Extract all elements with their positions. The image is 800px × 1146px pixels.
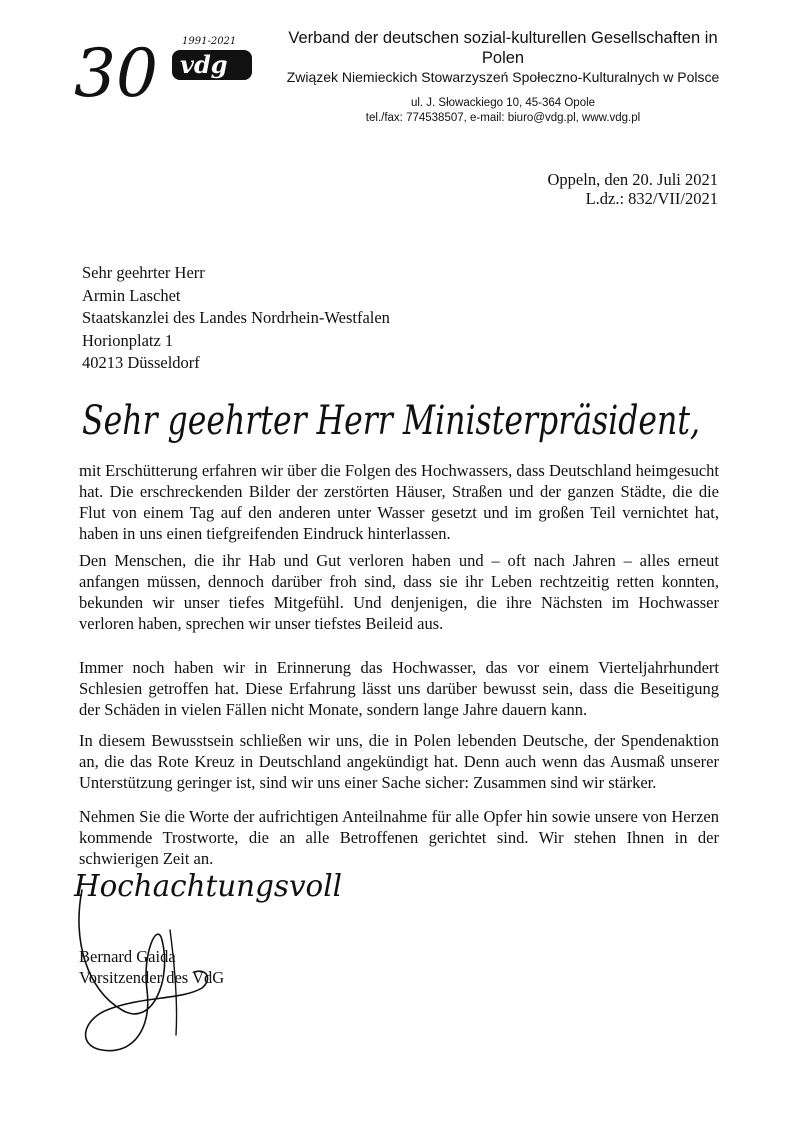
reference-number: L.dz.: 832/VII/2021 [585, 189, 718, 208]
recipient-line: Armin Laschet [82, 285, 181, 305]
vdg-anniversary-logo [72, 28, 262, 112]
body-paragraph: In diesem Bewusstsein schließen wir uns, die in Polen lebenden Deutsche, der Spendenaktion an, die das Rote Kreuz in Deutschland angekündigt hat. Denn auch wenn das Ausmaß unserer Unterstützung geringer ist, sind wir uns einer Sache sicher: Zusammen sind wir stärker. [79, 731, 719, 792]
org-address: ul. J. Słowackiego 10, 45-364 Opole [410, 97, 596, 109]
handwritten-salutation [78, 382, 718, 462]
body-paragraph: Den Menschen, die ihr Hab und Gut verloren haben und – oft nach Jahren – alles erneut anfangen müssen, dennoch darüber froh sind, dass sie ihr Leben rechtzeitig retten konnten, bekunden wir unser tiefes Mitgefühl. Und denjenigen, die ihre Nächsten im Hochwasser verloren haben, sprechen wir unser tiefstes Beileid aus. [79, 551, 719, 633]
salutation-text: Sehr geehrter Herr Ministerpräsident, [82, 398, 700, 444]
body-paragraph: mit Erschütterung erfahren wir über die Folgen des Hochwassers, dass Deutschland heimgesucht hat. Die erschreckenden Bilder der zerstörten Häuser, Straßen und der ganzen Städte, die die Flut von einem Tag auf den anderen unter Wasser gesetzt und im großen Teil vernichtet hat, haben in uns einen tiefgreifenden Eindruck hinterlassen. [79, 461, 719, 543]
letterhead [268, 28, 738, 126]
body-paragraph: Immer noch haben wir in Erinnerung das Hochwasser, das vor einem Vierteljahrhundert Schlesien getroffen hat. Diese Erfahrung lässt uns darüber bewusst sein, dass die Beseitigung der Schäden in vielen Fällen nicht Monate, sondern lange Jahre dauern kann. [79, 658, 719, 719]
recipient-line: Staatskanzlei des Landes Nordrhein-Westfalen [82, 308, 390, 327]
place-date: Oppeln, den 20. Juli 2021 [547, 170, 718, 189]
org-name-polish: Związek Niemieckich Stowarzyszeń Społeczno-Kulturalnych w Polsce [286, 69, 720, 85]
signatory-name: Bernard Gaida [79, 947, 176, 966]
recipient-line: Horionplatz 1 [82, 330, 174, 350]
org-contact: tel./fax: 774538507, e-mail: biuro@vdg.pl, www.vdg.pl [365, 112, 641, 124]
recipient-address [82, 262, 390, 375]
body-paragraph: Nehmen Sie die Worte der aufrichtigen Anteilnahme für alle Opfer hin sowie unsere von Herzen kommende Trostworte, die an alle Betroffenen gerichtet sind. Wir stehen Ihnen in der schwierigen Zeit an. [79, 807, 719, 868]
signatory-block [79, 946, 224, 988]
logo-number: 30 [74, 35, 158, 112]
recipient-line: Sehr geehrter Herr [82, 263, 205, 282]
org-name-german: Verband der deutschen sozial-kulturellen Gesellschaften in Polen [288, 29, 718, 67]
signatory-title: Vorsitzender des VdG [79, 968, 225, 987]
logo-brand: vdg [180, 50, 228, 79]
closing-text: Hochachtungsvoll [73, 869, 342, 904]
logo-years: 1991-2021 [182, 36, 237, 47]
recipient-line: 40213 Düsseldorf [82, 353, 200, 372]
date-block [548, 170, 719, 208]
